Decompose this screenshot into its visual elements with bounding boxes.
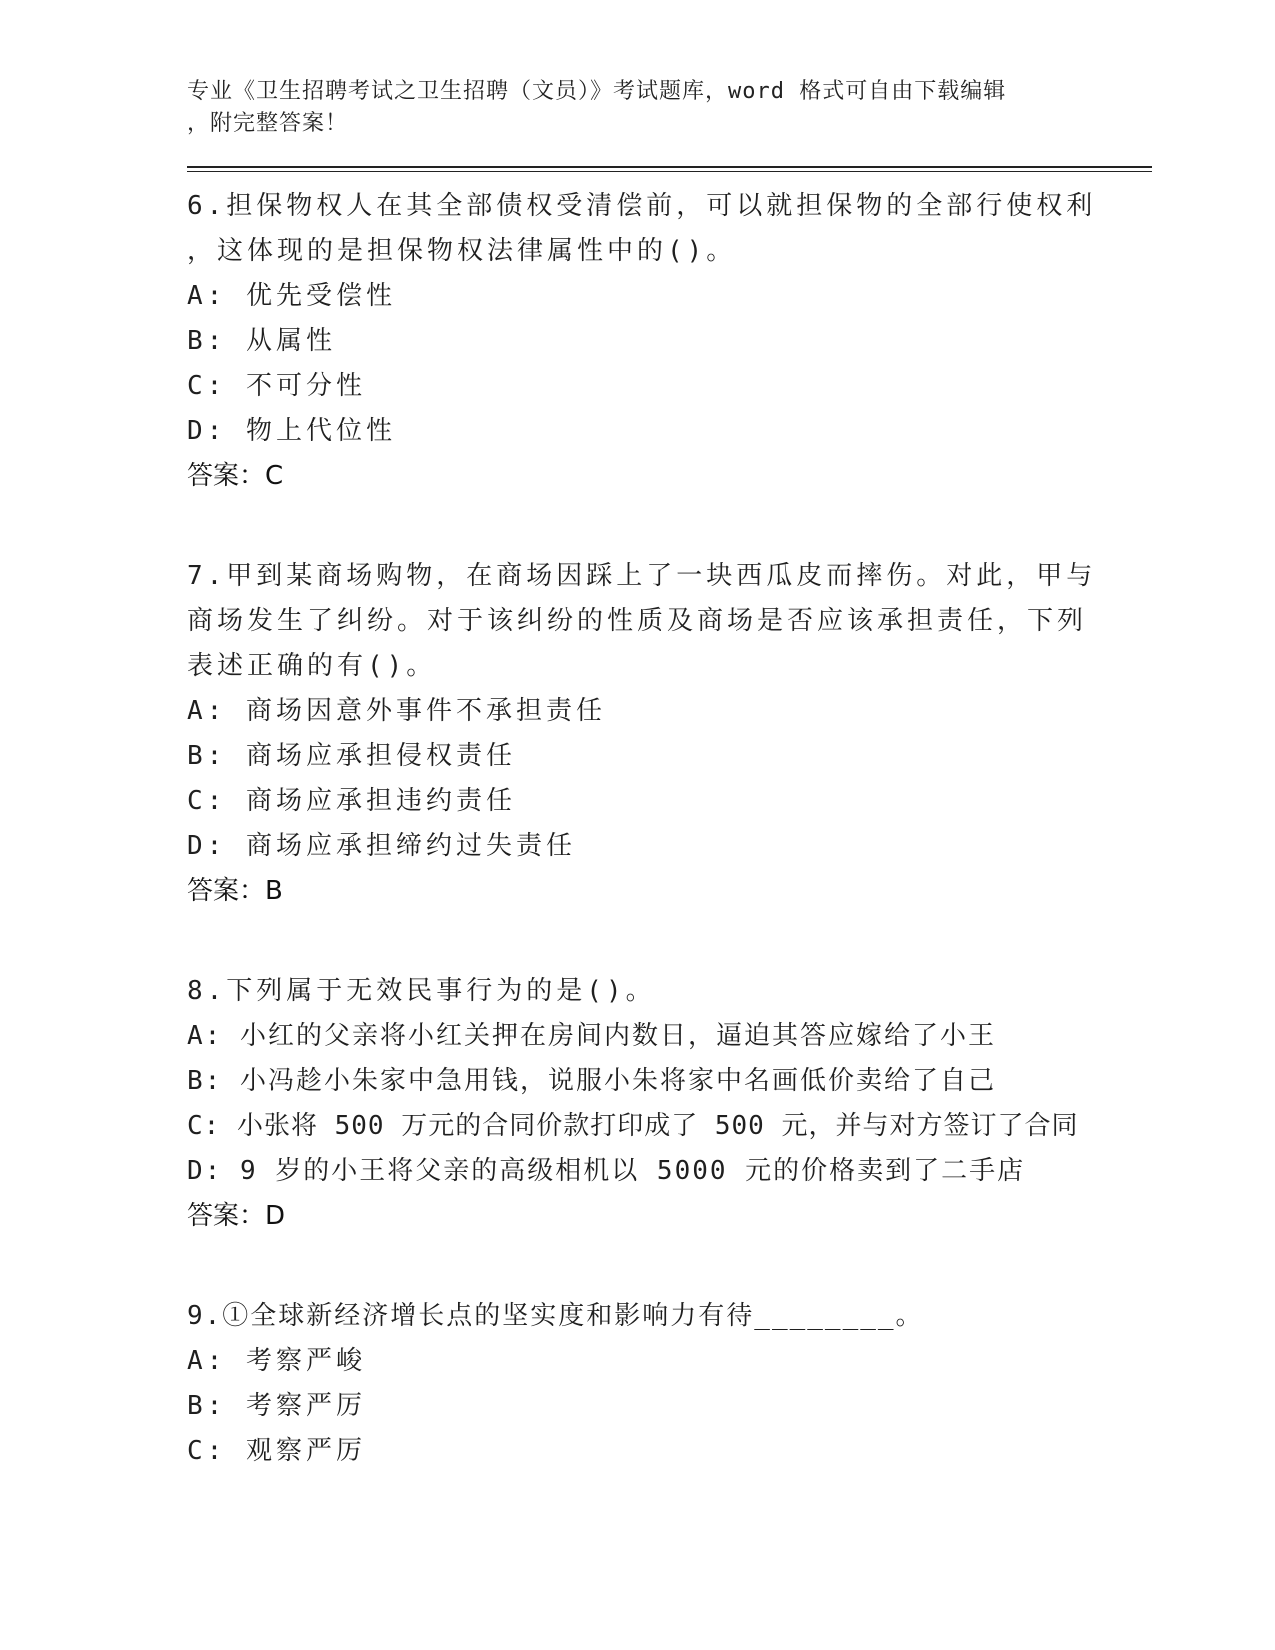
question-stem: ，这体现的是担保物权法律属性中的()。 xyxy=(187,236,737,266)
question-6 xyxy=(187,184,1152,499)
document-header xyxy=(187,76,1152,140)
document-page xyxy=(187,76,1152,1474)
option-d: D: 9 岁的小王将父亲的高级相机以 5000 元的价格卖到了二手店 xyxy=(187,1156,1026,1186)
answer: 答案：C xyxy=(187,461,284,491)
question-9 xyxy=(187,1294,1152,1474)
option-a: A: 优先受偿性 xyxy=(187,281,396,311)
question-stem: 商场发生了纠纷。对于该纠纷的性质及商场是否应该承担责任，下列 xyxy=(187,606,1088,636)
option-d: D: 商场应承担缔约过失责任 xyxy=(187,831,576,861)
option-a: A: 商场因意外事件不承担责任 xyxy=(187,696,606,726)
option-d: D: 物上代位性 xyxy=(187,416,396,446)
option-a: A: 考察严峻 xyxy=(187,1346,366,1376)
option-c: C: 小张将 500 万元的合同价款打印成了 500 元，并与对方签订了合同 xyxy=(187,1111,1079,1141)
question-stem: 8.下列属于无效民事行为的是()。 xyxy=(187,976,656,1006)
answer: 答案：B xyxy=(187,876,283,906)
option-b: B: 商场应承担侵权责任 xyxy=(187,741,516,771)
question-8 xyxy=(187,969,1152,1239)
option-b: B: 小冯趁小朱家中急用钱，说服小朱将家中名画低价卖给了自己 xyxy=(187,1066,996,1096)
header-divider xyxy=(187,166,1152,172)
option-c: C: 不可分性 xyxy=(187,371,366,401)
answer: 答案：D xyxy=(187,1201,286,1231)
question-stem: 6.担保物权人在其全部债权受清偿前，可以就担保物的全部行使权利 xyxy=(187,191,1097,221)
question-stem: 表述正确的有()。 xyxy=(187,651,437,681)
option-c: C: 观察严厉 xyxy=(187,1436,366,1466)
option-a: A: 小红的父亲将小红关押在房间内数日，逼迫其答应嫁给了小王 xyxy=(187,1021,996,1051)
option-c: C: 商场应承担违约责任 xyxy=(187,786,516,816)
question-7 xyxy=(187,554,1152,914)
header-line: ，附完整答案！ xyxy=(187,111,349,136)
option-b: B: 考察严厉 xyxy=(187,1391,366,1421)
option-b: B: 从属性 xyxy=(187,326,336,356)
question-stem: 7.甲到某商场购物，在商场因踩上了一块西瓜皮而摔伤。对此，甲与 xyxy=(187,561,1097,591)
question-stem: 9.①全球新经济增长点的坚实度和影响力有待________。 xyxy=(187,1301,924,1331)
header-line: 专业《卫生招聘考试之卫生招聘（文员）》考试题库，word 格式可自由下载编辑 xyxy=(187,79,1007,104)
